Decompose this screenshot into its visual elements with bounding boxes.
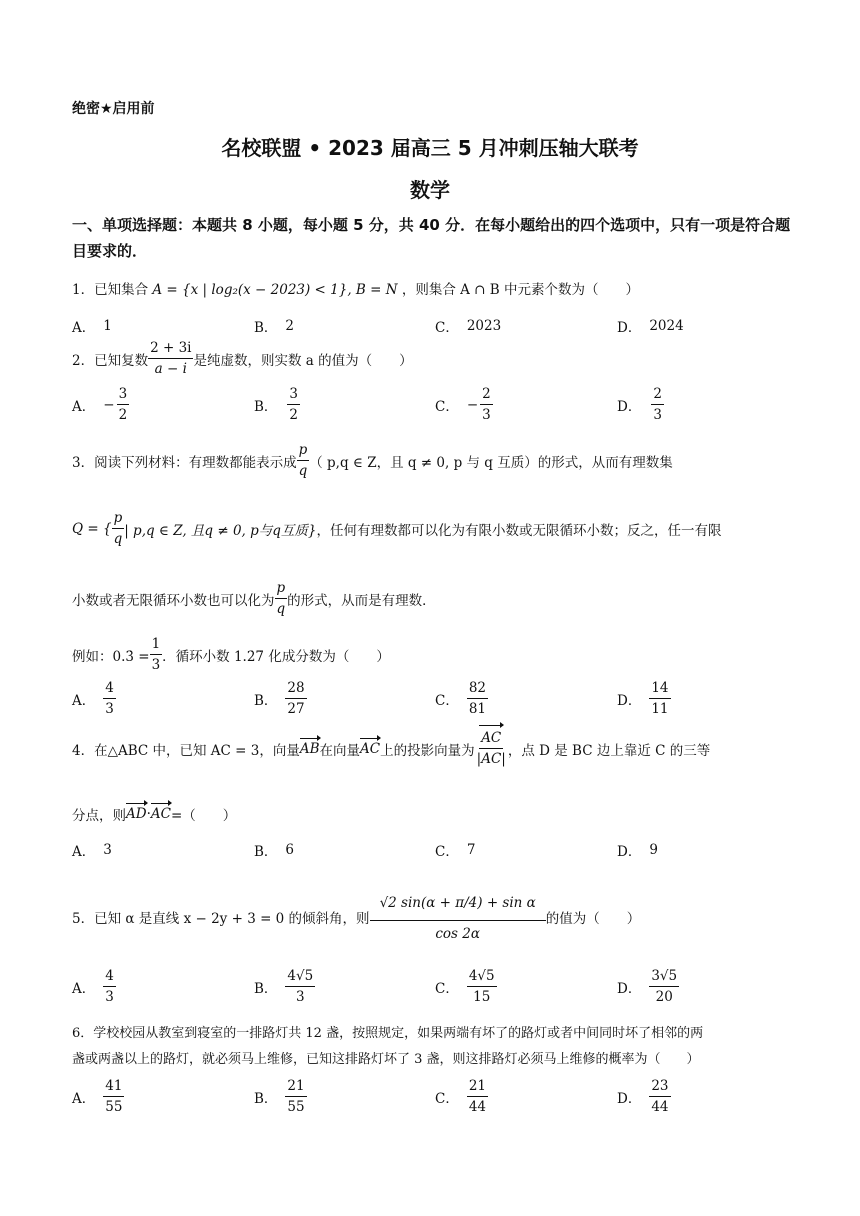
- option-sign: −: [103, 396, 115, 413]
- fraction-numerator: 4√5: [467, 966, 497, 987]
- fraction-denominator: cos 2α: [435, 926, 480, 942]
- q5-text: 的值为（ ）: [545, 910, 641, 927]
- q4-text: 在向量: [319, 742, 361, 759]
- fraction-denominator: 20: [655, 989, 673, 1005]
- question-3-line-3: [72, 578, 436, 619]
- fraction-numerator: 2: [480, 384, 493, 405]
- fraction-denominator: 3: [151, 657, 161, 673]
- option-value: 1: [103, 318, 112, 334]
- q1-option-b[interactable]: [254, 316, 294, 336]
- q2-suffix: 是纯虚数，则实数 a 的值为（ ）: [193, 352, 413, 369]
- q2-option-a[interactable]: [72, 384, 129, 425]
- q4-option-a[interactable]: [72, 840, 112, 860]
- fraction-denominator: q: [113, 531, 123, 547]
- fraction-denominator: q: [276, 601, 286, 617]
- exam-title: 名校联盟 • 2023 届高三 5 月冲刺压轴大联考: [221, 136, 639, 160]
- option-label: A．: [72, 320, 96, 336]
- q3-text: ，任何有理数都可以化为有限小数或无限循环小数；反之，任一有限: [316, 522, 722, 539]
- fraction-numerator: 4√5: [285, 966, 315, 987]
- option-label: A．: [72, 980, 96, 997]
- vector-ac: AC: [360, 740, 381, 757]
- q6-option-b[interactable]: [254, 1076, 307, 1117]
- fraction-numerator: 1: [150, 634, 163, 655]
- q3-option-d[interactable]: [617, 678, 671, 719]
- q2-prefix: 2．已知复数: [72, 352, 149, 369]
- fraction-denominator: 11: [651, 701, 669, 717]
- q5-option-d[interactable]: [617, 966, 679, 1007]
- question-4-line-2: [72, 804, 236, 824]
- q4-text: 上的投影向量为: [380, 742, 475, 759]
- option-label: B．: [254, 1090, 278, 1107]
- option-label: B．: [254, 844, 278, 860]
- q5-option-c[interactable]: [435, 966, 497, 1007]
- fraction-denominator: 15: [473, 989, 491, 1005]
- option-label: B．: [254, 398, 278, 415]
- fraction-numerator: 3: [117, 384, 130, 405]
- q2-option-d[interactable]: [617, 384, 664, 425]
- option-value: 9: [649, 842, 658, 858]
- option-label: A．: [72, 1090, 96, 1107]
- q5-option-b[interactable]: [254, 966, 315, 1007]
- option-label: C．: [435, 844, 459, 860]
- q3-example-text: 例如：0.3̇ =: [72, 648, 150, 665]
- section-heading: 一、单项选择题：本题共 8 小题，每小题 5 分，共 40 分．在每小题给出的四个选项中，只有一项是符合题目要求的．: [72, 216, 791, 260]
- q4-option-d[interactable]: [617, 840, 658, 860]
- fraction-numerator: AC: [479, 728, 503, 749]
- dot-operator: ·: [146, 806, 151, 822]
- q6-option-d[interactable]: [617, 1076, 671, 1117]
- q4-option-b[interactable]: [254, 840, 294, 860]
- fraction-denominator: 81: [468, 701, 487, 717]
- fraction-numerator: √2 sin(α + π/4) + sin α: [370, 886, 546, 921]
- fraction-numerator: 41: [103, 1076, 124, 1097]
- q2-option-b[interactable]: [254, 384, 300, 425]
- question-6-line-1: 6．学校校园从教室到寝室的一排路灯共 12 盏，按照规定，如果两端有坏了的路灯或者中间同时坏了相邻的两: [72, 1026, 704, 1041]
- vector-ab: AB: [299, 740, 320, 757]
- option-label: A．: [72, 398, 96, 415]
- q5-fraction: [370, 886, 546, 947]
- fraction-denominator: 3: [653, 407, 662, 423]
- vector-ac: AC: [150, 806, 171, 822]
- q4-option-c[interactable]: [435, 840, 475, 860]
- question-3-line-2: [72, 508, 722, 549]
- subject-title: 数学: [410, 178, 450, 202]
- option-value: 2024: [649, 318, 684, 334]
- question-5: [72, 886, 640, 947]
- question-2: [72, 338, 413, 379]
- q1-option-c[interactable]: [435, 316, 501, 336]
- fraction-denominator: 55: [287, 1099, 305, 1115]
- option-label: B．: [254, 980, 278, 997]
- fraction-denominator: 3: [105, 701, 114, 717]
- fraction-denominator: 27: [287, 701, 305, 717]
- fraction-denominator: 2: [118, 407, 128, 423]
- fraction-numerator: 2: [651, 384, 664, 405]
- fraction-numerator: 21: [285, 1076, 306, 1097]
- option-label: A．: [72, 844, 96, 860]
- fraction-numerator: p: [297, 440, 310, 461]
- option-label: C．: [435, 1090, 459, 1107]
- set-q-open: Q = {: [72, 520, 112, 537]
- option-label: D．: [617, 980, 642, 997]
- option-label: D．: [617, 320, 642, 336]
- question-3-line-1: [72, 440, 673, 481]
- q3-text: 的形式，从而是有理数．: [287, 592, 436, 609]
- question-6-line-2: 盏或两盏以上的路灯，就必须马上维修，已知这排路灯坏了 3 盏，则这排路灯必须马上维修的概率为（ ）: [72, 1052, 700, 1067]
- q6-option-c[interactable]: [435, 1076, 488, 1117]
- option-label: A．: [72, 692, 96, 709]
- fraction-denominator: |AC|: [476, 751, 506, 767]
- option-label: B．: [254, 320, 278, 336]
- q3-text: 小数或者无限循环小数也可以化为: [72, 592, 275, 609]
- q1-suffix: ，则集合 A ∩ B 中元素个数为（ ）: [401, 282, 639, 298]
- fraction-denominator: 2: [289, 407, 299, 423]
- fraction-denominator: 55: [105, 1099, 123, 1115]
- option-value: 2023: [466, 318, 502, 334]
- fraction-numerator: 3: [287, 384, 300, 405]
- q1-prefix: 1．已知集合: [72, 282, 149, 298]
- confidential-label: 绝密★启用前: [72, 101, 155, 117]
- option-value: 6: [285, 842, 295, 858]
- option-label: D．: [617, 692, 642, 709]
- fraction-denominator: 3: [482, 407, 491, 423]
- option-label: C．: [435, 980, 459, 997]
- q1-option-d[interactable]: [617, 316, 684, 336]
- q3-option-b[interactable]: [254, 678, 307, 719]
- option-label: D．: [617, 398, 642, 415]
- q2-option-c[interactable]: [435, 384, 493, 425]
- option-label: D．: [617, 844, 642, 860]
- option-label: C．: [435, 692, 459, 709]
- fraction-denominator: 44: [651, 1099, 669, 1115]
- option-label: C．: [435, 320, 459, 336]
- option-value: 2: [285, 318, 295, 334]
- q3-option-a[interactable]: [72, 678, 116, 719]
- option-label: D．: [617, 1090, 642, 1107]
- fraction-numerator: 4: [103, 966, 116, 987]
- fraction-denominator: a − i: [154, 361, 187, 377]
- fraction-numerator: 3√5: [649, 966, 679, 987]
- q1-formula: A = {x | log₂(x − 2023) < 1}, B = N: [152, 282, 398, 298]
- option-value: 3: [103, 842, 112, 858]
- question-4-line-1: [72, 728, 710, 769]
- q5-text: 5．已知 α 是直线 x − 2y + 3 = 0 的倾斜角，则: [72, 910, 370, 927]
- q4-text: ，点 D 是 BC 边上靠近 C 的三等: [507, 742, 711, 759]
- q3-example-text: ．循环小数 1.2̇7̇ 化成分数为（ ）: [162, 648, 390, 665]
- q6-option-a[interactable]: [72, 1076, 124, 1117]
- fraction-numerator: 14: [649, 678, 670, 699]
- q1-option-a[interactable]: [72, 316, 112, 336]
- fraction-numerator: p: [112, 508, 125, 529]
- fraction-numerator: 2 + 3i: [148, 338, 193, 359]
- fraction-numerator: 23: [649, 1076, 670, 1097]
- fraction-denominator: q: [298, 463, 308, 479]
- fraction-denominator: 3: [296, 989, 305, 1005]
- option-label: C．: [435, 398, 459, 415]
- fraction-denominator: 3: [105, 989, 114, 1005]
- option-value: 7: [466, 842, 476, 858]
- question-1: [72, 278, 639, 298]
- q3-option-c[interactable]: [435, 678, 488, 719]
- option-sign: −: [466, 396, 479, 413]
- fraction-numerator: 4: [103, 678, 116, 699]
- q4-text: 分点，则: [72, 808, 126, 824]
- vector-ad: AD: [126, 806, 147, 822]
- question-3-example: [72, 634, 390, 675]
- q2-fraction: [148, 338, 193, 379]
- q5-option-a[interactable]: [72, 966, 116, 1007]
- set-q-condition: | p,q ∈ Z, 且q ≠ 0, p与q互质}: [124, 522, 317, 539]
- option-label: B．: [254, 692, 278, 709]
- fraction-numerator: 28: [285, 678, 306, 699]
- q4-text: =（ ）: [170, 808, 237, 824]
- fraction-numerator: p: [275, 578, 288, 599]
- fraction-denominator: 44: [468, 1099, 487, 1115]
- fraction-numerator: 21: [467, 1076, 488, 1097]
- q3-text: 3．阅读下列材料：有理数都能表示成: [72, 454, 297, 471]
- fraction-numerator: 82: [467, 678, 488, 699]
- q3-text: （ p,q ∈ Z，且 q ≠ 0, p 与 q 互质）的形式，从而有理数集: [309, 454, 673, 471]
- q4-text: 4．在△ABC 中，已知 AC = 3，向量: [72, 742, 300, 759]
